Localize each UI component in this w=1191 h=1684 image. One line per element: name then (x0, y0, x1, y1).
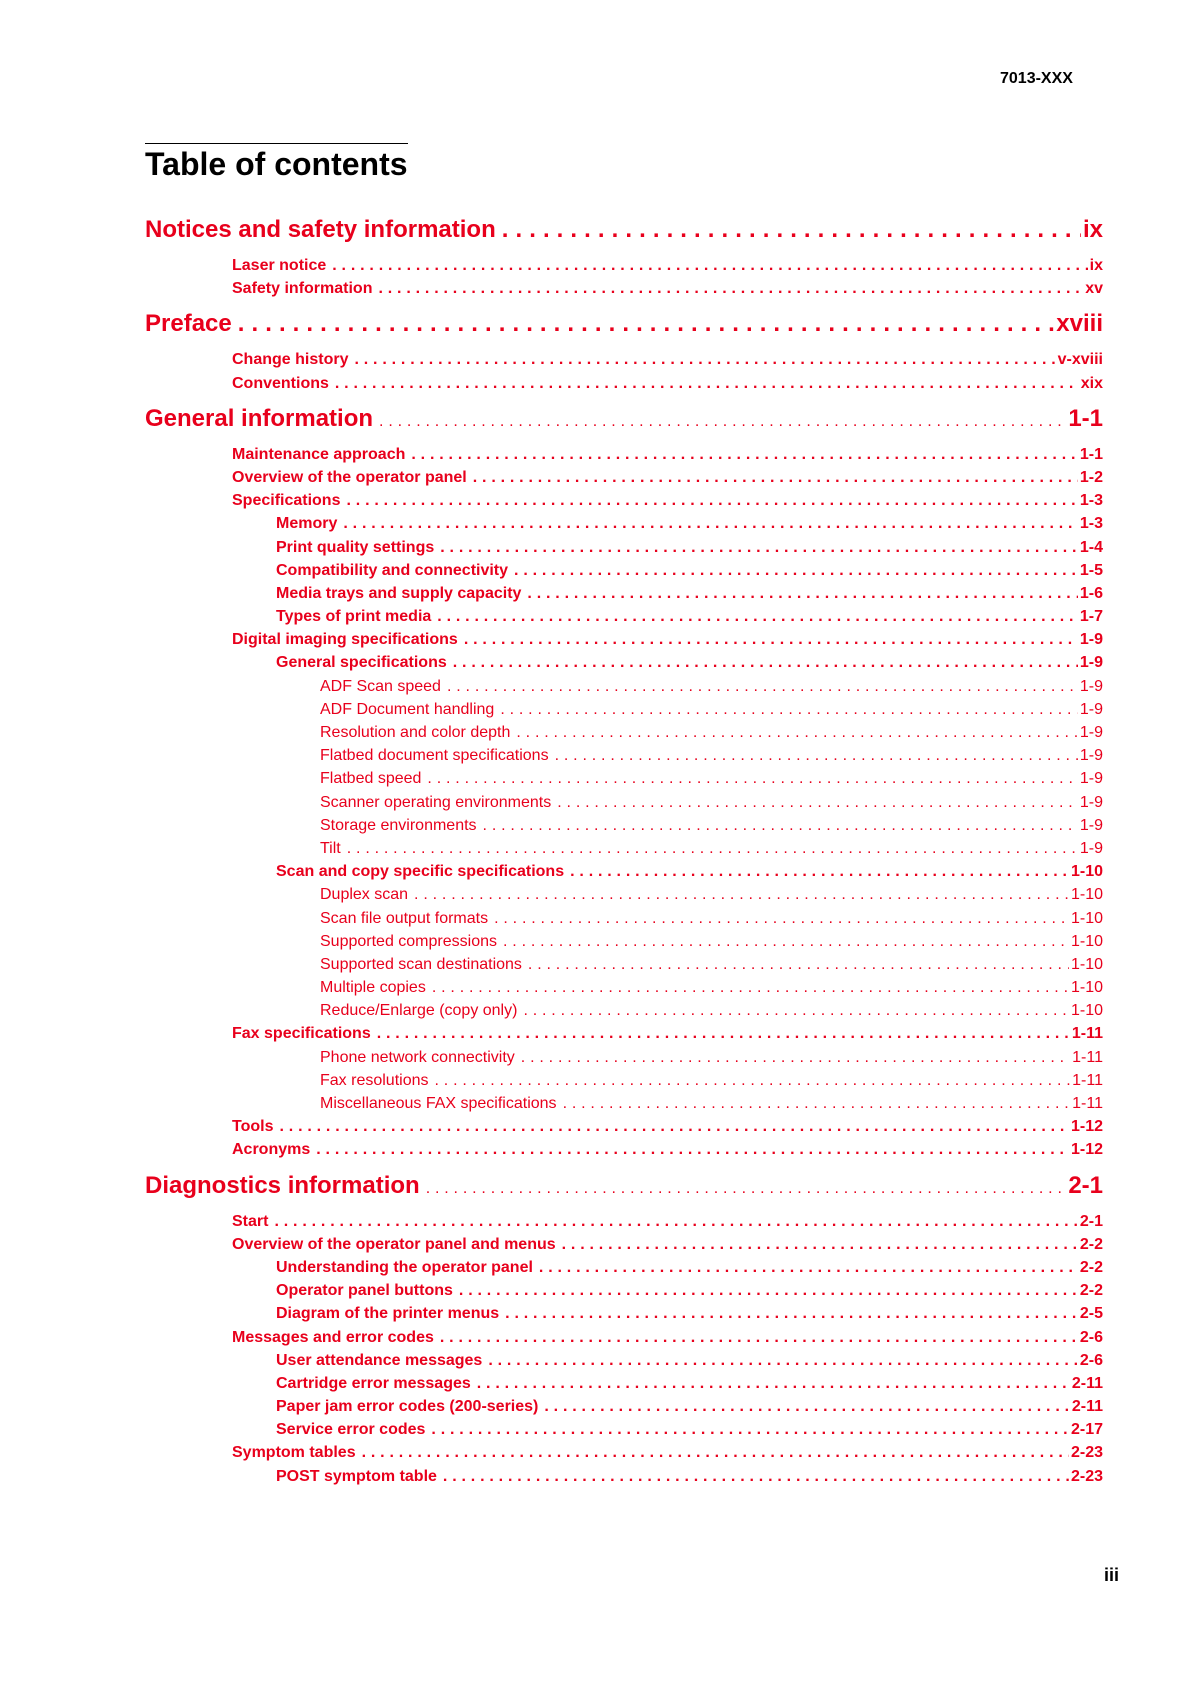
dot-leader (500, 701, 1078, 719)
toc-entry-title: Symptom tables (232, 1444, 356, 1462)
toc-entry-page: 1-9 (1079, 631, 1103, 649)
toc-entry[interactable] (145, 280, 1103, 303)
page-title: Table of contents (145, 146, 408, 182)
toc-entry-page: 1-7 (1079, 608, 1103, 626)
toc-entry-title: Fax resolutions (320, 1071, 429, 1089)
dot-leader (332, 257, 1087, 275)
toc-entry-page: 1-9 (1079, 677, 1103, 695)
toc-chapter[interactable] (145, 1172, 1103, 1203)
toc-entry[interactable] (145, 1095, 1103, 1118)
toc-entry-page: 1-10 (1070, 1002, 1103, 1020)
dot-leader (494, 910, 1069, 928)
dot-leader (528, 956, 1069, 974)
toc-entry[interactable] (145, 469, 1103, 492)
toc-entry-title: Phone network connectivity (320, 1048, 515, 1066)
dot-leader (354, 351, 1055, 369)
toc-entry-page: 2-23 (1070, 1444, 1103, 1462)
toc-entry[interactable] (145, 257, 1103, 280)
dot-leader (362, 1444, 1069, 1462)
dot-leader (378, 280, 1083, 298)
toc-entry[interactable] (145, 747, 1103, 770)
toc-entry-title: Storage environments (320, 816, 477, 834)
toc-entry-title: Overview of the operator panel and menus (232, 1235, 556, 1253)
dot-leader (335, 375, 1079, 393)
toc-entry[interactable] (145, 515, 1103, 538)
toc-entry[interactable] (145, 1468, 1103, 1491)
toc-entry[interactable] (145, 701, 1103, 724)
toc-entry-title: POST symptom table (276, 1467, 437, 1485)
toc-entry[interactable] (145, 770, 1103, 793)
dot-leader (347, 840, 1078, 858)
toc-entry[interactable] (145, 1305, 1103, 1328)
toc-entry-title: Scanner operating environments (320, 793, 552, 811)
dot-leader (316, 1141, 1069, 1159)
toc-entry[interactable] (145, 886, 1103, 909)
toc-entry-title: Scan file output formats (320, 909, 489, 927)
toc-entry-page: 1-10 (1070, 863, 1103, 881)
toc-entry[interactable] (145, 817, 1103, 840)
toc-entry-page: 1-10 (1070, 979, 1103, 997)
title-block (145, 143, 408, 182)
toc-entry-page: 1-1 (1079, 445, 1103, 463)
dot-leader (516, 724, 1078, 742)
dot-leader (435, 1072, 1071, 1090)
toc-entry-title: General information (145, 404, 374, 432)
dot-leader (527, 585, 1077, 603)
toc-entry[interactable] (145, 933, 1103, 956)
toc-entry-page: xviii (1056, 310, 1103, 338)
toc-entry-page: 1-11 (1072, 1071, 1103, 1089)
toc-entry-title: Supported compressions (320, 932, 497, 950)
toc-entry-page: 2-5 (1079, 1305, 1103, 1323)
toc-entry-page: 1-1 (1068, 404, 1103, 432)
dot-leader (459, 1282, 1078, 1300)
toc-entry-title: Operator panel buttons (276, 1282, 453, 1300)
toc-entry-page: 2-1 (1068, 1171, 1103, 1199)
toc-entry[interactable] (145, 492, 1103, 515)
toc-entry[interactable] (145, 562, 1103, 585)
dot-leader (464, 631, 1078, 649)
dot-leader (503, 933, 1069, 951)
toc-entry-page: 1-10 (1070, 909, 1103, 927)
toc-entry-title: Safety information (232, 280, 373, 298)
toc-entry-title: Service error codes (276, 1421, 426, 1439)
toc-entry[interactable] (145, 1259, 1103, 1282)
toc-entry-page: 1-11 (1071, 1025, 1103, 1043)
toc-entry-title: Diagram of the printer menus (276, 1305, 500, 1323)
dot-leader (488, 1352, 1078, 1370)
toc-entry[interactable] (145, 840, 1103, 863)
toc-entry-title: Notices and safety information (145, 216, 496, 243)
dot-leader (440, 539, 1078, 557)
toc-entry-title: Understanding the operator panel (276, 1258, 533, 1276)
dot-leader (414, 886, 1069, 904)
dot-leader (477, 1375, 1070, 1393)
toc-entry-title: Flatbed document specifications (320, 747, 549, 765)
toc-entry[interactable] (145, 446, 1103, 469)
toc-entry-page: 1-12 (1070, 1141, 1103, 1159)
dot-leader (523, 1002, 1069, 1020)
toc-entry[interactable] (145, 608, 1103, 631)
toc-entry-title: Fax specifications (232, 1025, 371, 1043)
dot-leader (431, 1421, 1069, 1439)
toc-entry-title: Duplex scan (320, 886, 409, 904)
toc-entry-title: Compatibility and connectivity (276, 561, 509, 579)
toc-entry[interactable] (145, 1444, 1103, 1467)
toc-entry[interactable] (145, 979, 1103, 1002)
toc-entry-title: Diagnostics information (145, 1171, 420, 1199)
toc-entry-title: User attendance messages (276, 1351, 483, 1369)
toc-entry-page: 1-3 (1079, 515, 1103, 533)
dot-leader (346, 492, 1077, 510)
toc-entry-page: 2-1 (1079, 1212, 1103, 1230)
toc-entry-page: 1-9 (1079, 793, 1103, 811)
dot-leader (343, 515, 1078, 533)
toc-entry-title: Preface (145, 310, 232, 338)
toc-entry-title: Tools (232, 1118, 274, 1136)
toc-entry[interactable] (145, 585, 1103, 608)
dot-leader (562, 1236, 1078, 1254)
toc-entry-title: Change history (232, 351, 349, 369)
dot-leader (473, 469, 1078, 487)
toc-entry-page: 1-5 (1079, 561, 1103, 579)
toc-entry[interactable] (145, 678, 1103, 701)
toc-entry[interactable] (145, 724, 1103, 747)
toc-entry-title: Messages and error codes (232, 1328, 434, 1346)
toc-entry[interactable] (145, 1025, 1103, 1048)
dot-leader (447, 678, 1078, 696)
toc-entry-title: Memory (276, 515, 338, 533)
toc-entry-page: 1-4 (1079, 538, 1103, 556)
toc-entry-page: 1-12 (1070, 1118, 1103, 1136)
toc-entry-title: Scan and copy specific specifications (276, 863, 565, 881)
toc-entry-page: 1-10 (1070, 886, 1103, 904)
toc-entry-title: Digital imaging specifications (232, 631, 458, 649)
dot-leader (432, 979, 1069, 997)
toc-entry[interactable] (145, 1002, 1103, 1025)
toc-entry-page: xix (1080, 374, 1103, 392)
dot-leader (514, 562, 1078, 580)
toc-entry-title: Start (232, 1212, 269, 1230)
toc-entry-page: 2-11 (1071, 1374, 1103, 1392)
dot-leader (426, 1180, 1067, 1198)
toc-entry-title: Tilt (320, 839, 341, 857)
dot-leader (379, 413, 1066, 431)
toc-entry-page: 1-11 (1072, 1095, 1103, 1112)
dot-leader (539, 1259, 1078, 1277)
toc-entry-title: ADF Document handling (320, 700, 495, 718)
toc-entry[interactable] (145, 863, 1103, 886)
dot-leader (274, 1213, 1077, 1231)
toc-entry-title: Specifications (232, 492, 341, 510)
toc-entry-page: 2-17 (1070, 1421, 1103, 1439)
toc-entry-page: xv (1085, 280, 1103, 298)
toc-entry-page: 1-2 (1079, 468, 1103, 486)
dot-leader (521, 1049, 1070, 1067)
toc-entry-page: 1-6 (1079, 584, 1103, 602)
document-code: 7013-XXX (1000, 70, 1073, 87)
dot-leader (570, 863, 1069, 881)
dot-leader (377, 1025, 1070, 1043)
dot-leader (427, 770, 1077, 788)
toc-entry-page: 1-3 (1079, 492, 1103, 510)
dot-leader (555, 747, 1078, 765)
dot-leader (483, 817, 1078, 835)
toc-entry-title: ADF Scan speed (320, 677, 441, 695)
toc-entry[interactable] (145, 1236, 1103, 1259)
toc-entry-title: Types of print media (276, 608, 432, 626)
toc-chapter[interactable] (145, 310, 1103, 341)
dot-leader (411, 446, 1078, 464)
toc-entry[interactable] (145, 1282, 1103, 1305)
toc-entry-page: 1-9 (1079, 816, 1103, 834)
toc-entry-page: 1-9 (1079, 700, 1103, 718)
toc-entry[interactable] (145, 1118, 1103, 1141)
toc-entry-title: Print quality settings (276, 538, 435, 556)
toc-entry[interactable] (145, 375, 1103, 398)
toc-entry-page: ix (1089, 257, 1103, 274)
toc-entry-page: v-xviii (1057, 351, 1103, 369)
toc-entry-title: Multiple copies (320, 979, 426, 997)
toc-entry-page: 1-10 (1070, 932, 1103, 950)
toc-entry-page: 1-9 (1079, 654, 1103, 672)
toc-chapter[interactable] (145, 405, 1103, 436)
toc-entry-page: 1-11 (1072, 1048, 1103, 1066)
toc-entry[interactable] (145, 910, 1103, 933)
toc-entry[interactable] (145, 1375, 1103, 1398)
toc-entry[interactable] (145, 1329, 1103, 1352)
page-number: iii (1104, 1565, 1120, 1585)
toc-entry-title: Resolution and color depth (320, 724, 511, 741)
dot-leader (563, 1095, 1071, 1113)
toc-entry-page: 2-11 (1071, 1398, 1103, 1416)
toc-entry-title: Cartridge error messages (276, 1374, 471, 1392)
dot-leader (544, 1398, 1070, 1416)
toc-entry[interactable] (145, 794, 1103, 817)
toc-entry-page: 1-9 (1079, 770, 1103, 788)
toc-entry-title: Laser notice (232, 257, 327, 274)
toc-entry-title: General specifications (276, 654, 447, 672)
toc-entry[interactable] (145, 1213, 1103, 1236)
toc-entry-page: 2-2 (1079, 1258, 1103, 1276)
toc-entry-page: 1-9 (1079, 724, 1103, 741)
toc-entry-title: Flatbed speed (320, 770, 422, 788)
toc-entry[interactable] (145, 956, 1103, 979)
toc-entry[interactable] (145, 539, 1103, 562)
toc-entry-title: Media trays and supply capacity (276, 584, 522, 602)
toc-entry-title: Acronyms (232, 1141, 311, 1159)
dot-leader (505, 1305, 1078, 1323)
toc-entry-page: 2-2 (1079, 1282, 1103, 1300)
toc-entry[interactable] (145, 654, 1103, 677)
toc-entry-page: 2-2 (1079, 1235, 1103, 1253)
dot-leader (437, 608, 1078, 626)
table-of-contents (145, 216, 1103, 1491)
toc-entry-title: Overview of the operator panel (232, 468, 467, 486)
toc-entry-page: ix (1082, 216, 1103, 243)
toc-entry-page: 1-9 (1079, 839, 1103, 857)
toc-entry-page: 2-6 (1079, 1351, 1103, 1369)
toc-entry-title: Miscellaneous FAX specifications (320, 1095, 557, 1112)
toc-entry[interactable] (145, 1398, 1103, 1421)
toc-chapter[interactable] (145, 216, 1103, 247)
toc-entry-title: Conventions (232, 374, 329, 392)
toc-entry-title: Paper jam error codes (200-series) (276, 1398, 539, 1416)
toc-entry[interactable] (145, 1049, 1103, 1072)
dot-leader (440, 1329, 1078, 1347)
toc-entry-page: 1-9 (1079, 747, 1103, 765)
toc-entry-page: 2-6 (1079, 1328, 1103, 1346)
toc-entry-title: Maintenance approach (232, 445, 406, 463)
toc-entry[interactable] (145, 1141, 1103, 1164)
toc-entry[interactable] (145, 631, 1103, 654)
toc-entry[interactable] (145, 351, 1103, 374)
toc-entry-page: 2-23 (1070, 1467, 1103, 1485)
dot-leader (443, 1468, 1069, 1486)
dot-leader (502, 216, 1081, 244)
toc-entry[interactable] (145, 1072, 1103, 1095)
toc-entry-title: Reduce/Enlarge (copy only) (320, 1002, 518, 1020)
toc-entry[interactable] (145, 1421, 1103, 1444)
toc-entry[interactable] (145, 1352, 1103, 1375)
toc-entry-title: Supported scan destinations (320, 955, 522, 973)
dot-leader (557, 794, 1078, 812)
dot-leader (279, 1118, 1068, 1136)
toc-entry-page: 1-10 (1070, 955, 1103, 973)
dot-leader (453, 654, 1078, 672)
dot-leader (238, 310, 1055, 338)
